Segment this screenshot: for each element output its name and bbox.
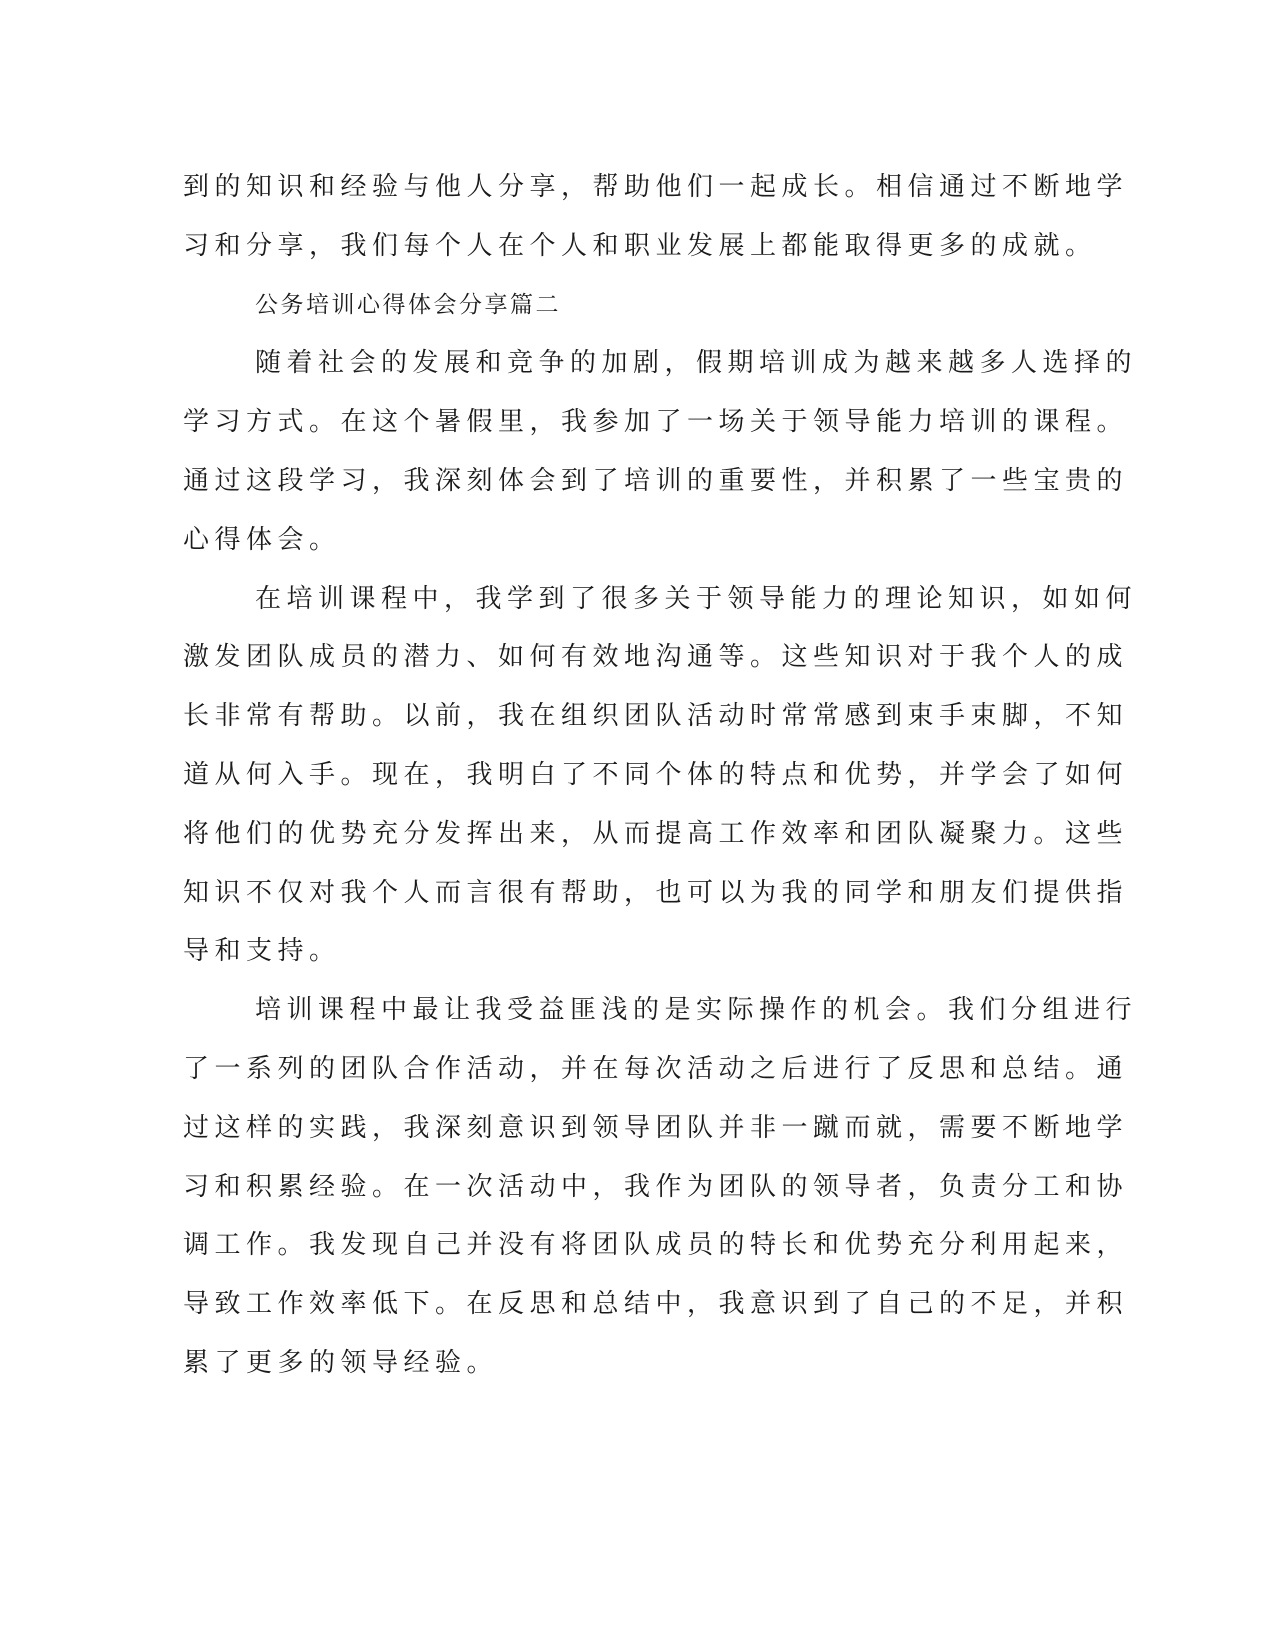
text-line: 过这样的实践，我深刻意识到领导团队并非一蹴而就，需要不断地学	[183, 1112, 1129, 1143]
text-line: 激发团队成员的潜力、如何有效地沟通等。这些知识对于我个人的成	[183, 642, 1129, 673]
text-line: 导和支持。	[183, 936, 341, 967]
section-heading: 公务培训心得体会分享篇二	[255, 291, 561, 318]
text-line: 道从何入手。现在，我明白了不同个体的特点和优势，并学会了如何	[183, 759, 1129, 790]
text-line: 通过这段学习，我深刻体会到了培训的重要性，并积累了一些宝贵的	[183, 465, 1129, 496]
text-line: 调工作。我发现自己并没有将团队成员的特长和优势充分利用起来，	[183, 1230, 1129, 1261]
text-line: 习和积累经验。在一次活动中，我作为团队的领导者，负责分工和协	[183, 1171, 1129, 1202]
text-line: 心得体会。	[183, 524, 341, 555]
text-line: 将他们的优势充分发挥出来，从而提高工作效率和团队凝聚力。这些	[183, 818, 1129, 849]
paragraph-first-line: 随着社会的发展和竞争的加剧，假期培训成为越来越多人选择的	[255, 348, 1138, 379]
text-line: 习和分享，我们每个人在个人和职业发展上都能取得更多的成就。	[183, 230, 1097, 261]
text-line: 到的知识和经验与他人分享，帮助他们一起成长。相信通过不断地学	[183, 172, 1129, 202]
text-line: 学习方式。在这个暑假里，我参加了一场关于领导能力培训的课程。	[183, 407, 1129, 438]
document-body	[183, 158, 1138, 1393]
text-line: 累了更多的领导经验。	[183, 1347, 499, 1378]
text-line: 导致工作效率低下。在反思和总结中，我意识到了自己的不足，并积	[183, 1289, 1129, 1320]
text-line: 知识不仅对我个人而言很有帮助，也可以为我的同学和朋友们提供指	[183, 877, 1129, 908]
text-line: 了一系列的团队合作活动，并在每次活动之后进行了反思和总结。通	[183, 1053, 1129, 1084]
paragraph-first-line: 在培训课程中，我学到了很多关于领导能力的理论知识，如如何	[255, 583, 1138, 614]
paragraph-first-line: 培训课程中最让我受益匪浅的是实际操作的机会。我们分组进行	[255, 995, 1138, 1026]
text-line: 长非常有帮助。以前，我在组织团队活动时常常感到束手束脚，不知	[183, 701, 1129, 732]
